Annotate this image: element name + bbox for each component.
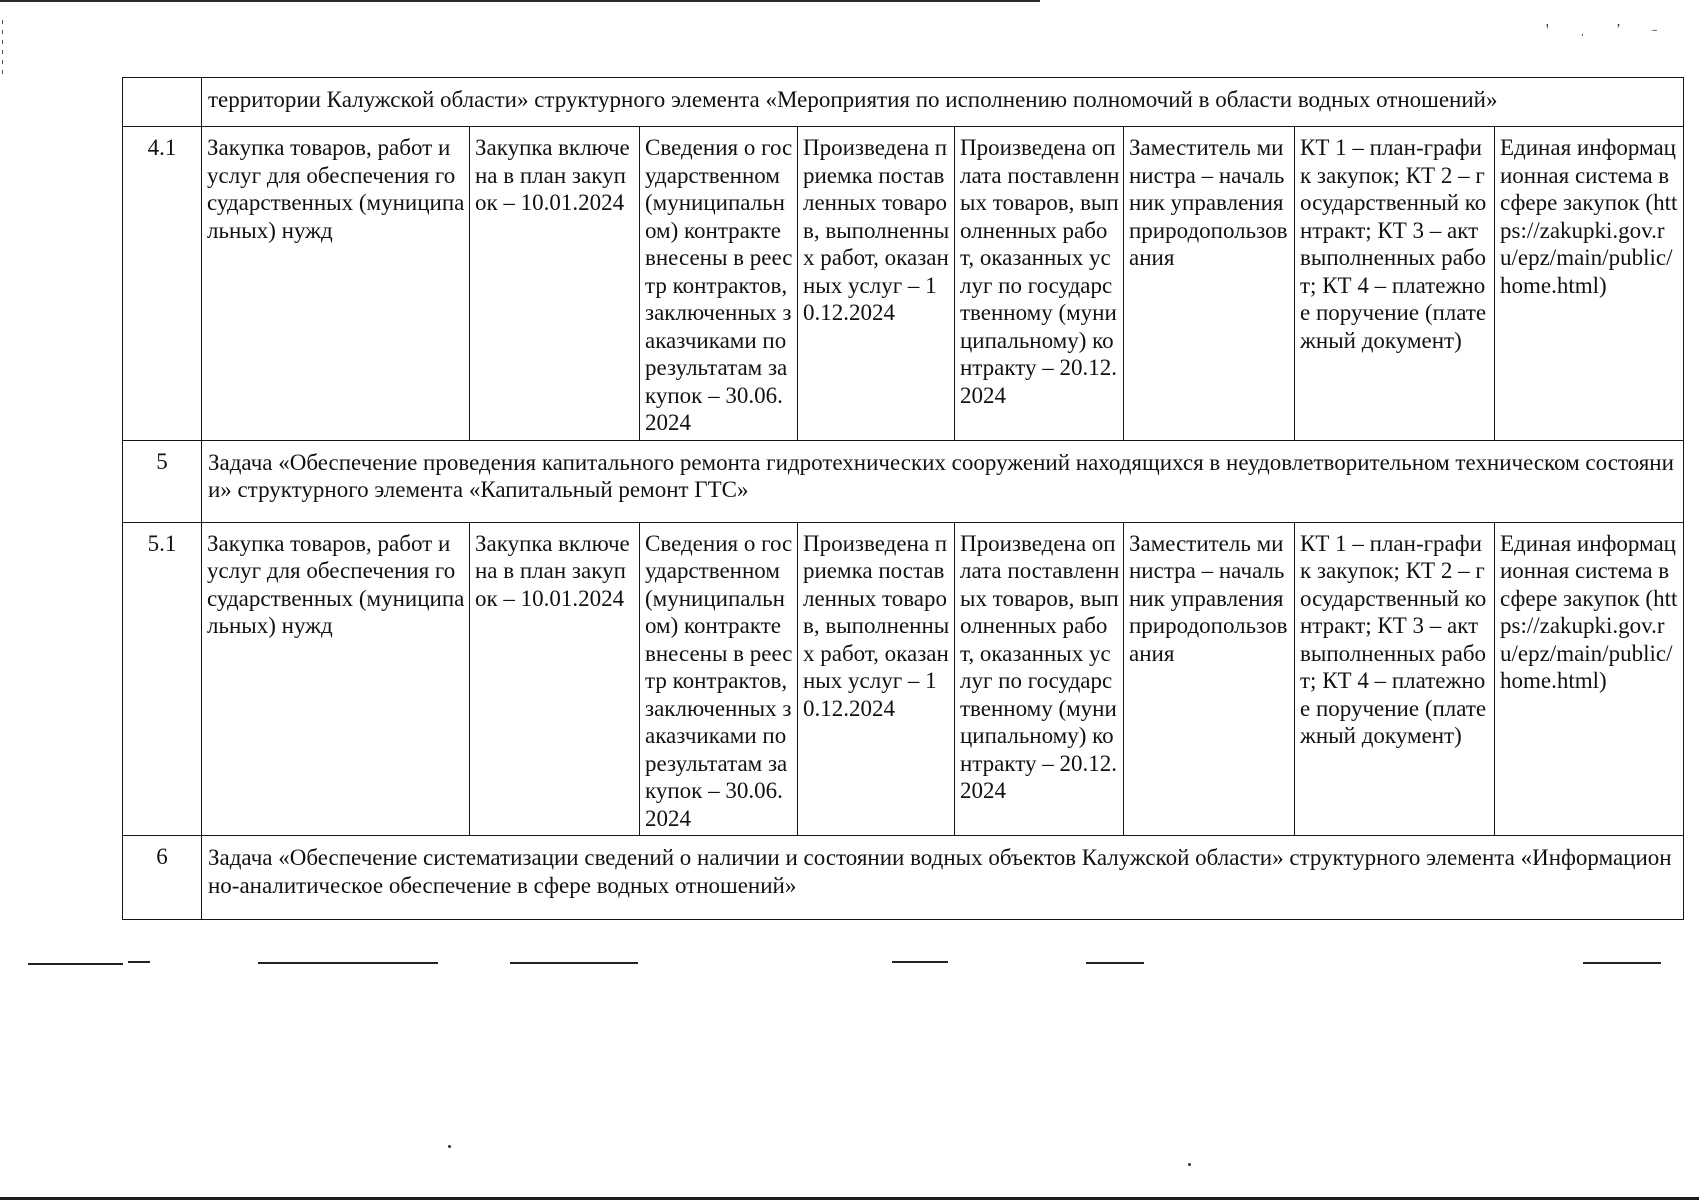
cell-documents: КТ 1 – план-график закупок; КТ 2 – государственный контракт; КТ 3 – акт выполненных работ; КТ 4 – платежное поручение (платежный документ) [1295, 127, 1495, 441]
scan-artifact-line [28, 963, 123, 965]
row-number: 4.1 [123, 127, 202, 441]
task-heading: Задача «Обеспечение проведения капитального ремонта гидротехнических сооружений находящихся в неудовлетворительном техническом состоянии» структурного элемента «Капитальный ремонт ГТС» [202, 440, 1684, 522]
cell-control-point-2: Сведения о государственном (муниципальном) контракте внесены в реестр контрактов, заключенных заказчиками по результатам закупок – 30.06.2024 [640, 127, 798, 441]
cell-control-point-1: Закупка включена в план закупок – 10.01.2024 [470, 522, 640, 836]
row-number [123, 78, 202, 127]
cell-control-point-3: Произведена приемка поставленных товаров, выполненных работ, оказанных услуг – 10.12.2024 [798, 522, 955, 836]
table-row-5-1 [123, 522, 1684, 836]
cell-control-point-1: Закупка включена в план закупок – 10.01.2024 [470, 127, 640, 441]
scan-artifact-line [510, 962, 638, 964]
scan-artifact-speck [1188, 1163, 1191, 1166]
scan-edge-left [2, 20, 3, 80]
row-number: 6 [123, 836, 202, 920]
cell-documents: КТ 1 – план-график закупок; КТ 2 – государственный контракт; КТ 3 – акт выполненных работ; КТ 4 – платежное поручение (платежный документ) [1295, 522, 1495, 836]
task-heading: Задача «Обеспечение систематизации сведений о наличии и состоянии водных объектов Калужской области» структурного элемента «Информационно-аналитическое обеспечение в сфере водных отношений» [202, 836, 1684, 920]
cell-control-point-4: Произведена оплата поставленных товаров, выполненных работ, оказанных услуг по государственному (муниципальному) контракту – 20.12.2024 [955, 127, 1124, 441]
cell-responsible: Заместитель министра – начальник управления природопользования [1124, 522, 1295, 836]
scan-edge-top [0, 0, 1040, 2]
row-number: 5 [123, 440, 202, 522]
table-row-header [123, 78, 1684, 127]
row-number: 5.1 [123, 522, 202, 836]
cell-control-point-2: Сведения о государственном (муниципальном) контракте внесены в реестр контрактов, заключенных заказчиками по результатам закупок – 30.06.2024 [640, 522, 798, 836]
scan-artifact-line [128, 961, 150, 963]
scan-artifact-speck [448, 1145, 451, 1148]
table-row-4-1 [123, 127, 1684, 441]
scan-artifact-line [892, 961, 948, 963]
cell-info-system: Единая информационная система в сфере закупок (https://zakupki.gov.ru/epz/main/public/home.html) [1495, 127, 1684, 441]
cell-control-point-4: Произведена оплата поставленных товаров, выполненных работ, оказанных услуг по государственному (муниципальному) контракту – 20.12.2024 [955, 522, 1124, 836]
table-row-6 [123, 836, 1684, 920]
scan-artifact-line [1086, 962, 1144, 964]
cell-responsible: Заместитель министра – начальник управления природопользования [1124, 127, 1295, 441]
cell-event-name: Закупка товаров, работ и услуг для обеспечения государственных (муниципальных) нужд [202, 522, 470, 836]
cell-control-point-3: Произведена приемка поставленных товаров, выполненных работ, оказанных услуг – 10.12.2024 [798, 127, 955, 441]
table-row-5 [123, 440, 1684, 522]
plan-table [122, 77, 1684, 920]
scan-artifact-line [258, 962, 438, 964]
scan-artifact-line [1583, 962, 1661, 964]
cell-event-name: Закупка товаров, работ и услуг для обеспечения государственных (муниципальных) нужд [202, 127, 470, 441]
cell-info-system: Единая информационная система в сфере закупок (https://zakupki.gov.ru/epz/main/public/home.html) [1495, 522, 1684, 836]
continuation-heading: территории Калужской области» структурного элемента «Мероприятия по исполнению полномочий в области водных отношений» [202, 78, 1684, 127]
scan-corner-marks: ꞌ ˌ ʼ ˗ [1545, 22, 1671, 37]
